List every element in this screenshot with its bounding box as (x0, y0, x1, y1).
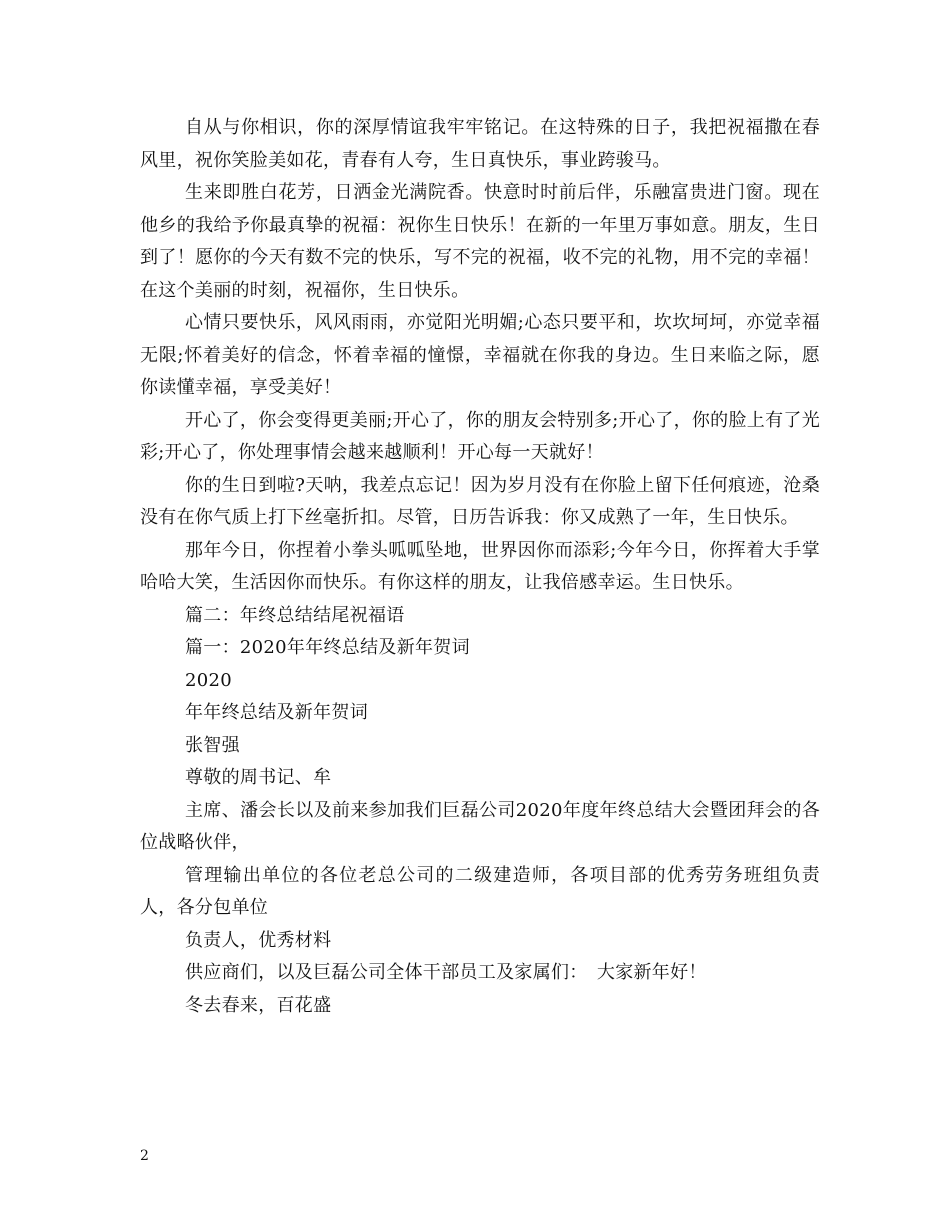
year-line: 2020 (185, 669, 233, 691)
closing-line: 冬去春来，百花盛 (185, 994, 332, 1016)
title-line: 年年终总结及新年贺词 (185, 702, 368, 723)
sub-heading: 篇一：2020年年终总结及新年贺词 (185, 637, 470, 658)
paragraph-1: 自从与你相识，你的深厚情谊我牢牢铭记。在这特殊的日子，我把祝福撒在春风里，祝你笑脸美如花，青春有人夸，生日真快乐，事业跨骏马。 (140, 117, 820, 171)
paragraph-2: 生来即胜白花芳，日洒金光满院香。快意时时前后伴，乐融富贵进门窗。现在他乡的我给予你最真挚的祝福：祝你生日快乐！在新的一年里万事如意。朋友，生日到了！愿你的今天有数不完的快乐，写不完的祝福，收不完的礼物，用不完的幸福！在这个美丽的时刻，祝福你，生日快乐。 (140, 182, 820, 301)
salutation-line-2: 主席、潘会长以及前来参加我们巨磊公司2020年度年终总结大会暨团拜会的各位战略伙伴， (140, 799, 820, 853)
salutation-line-4: 负责人，优秀材料 (185, 929, 332, 951)
author-name: 张智强 (185, 734, 240, 756)
page-number: 2 (140, 1148, 149, 1164)
paragraph-6: 那年今日，你捏着小拳头呱呱坠地，世界因你而添彩;今年今日，你挥着大手掌哈哈大笑，生活因你而快乐。有你这样的朋友，让我倍感幸运。生日快乐。 (140, 539, 820, 593)
paragraph-4: 开心了，你会变得更美丽;开心了，你的朋友会特别多;开心了，你的脸上有了光彩;开心了，你处理事情会越来越顺利！开心每一天就好！ (140, 409, 820, 463)
document-body (140, 112, 820, 1022)
paragraph-5: 你的生日到啦?天呐，我差点忘记！因为岁月没有在你脸上留下任何痕迹，沧桑没有在你气质上打下丝毫折扣。尽管，日历告诉我：你又成熟了一年，生日快乐。 (140, 474, 820, 528)
salutation-line-1: 尊敬的周书记、牟 (185, 767, 332, 788)
salutation-line-5: 供应商们，以及巨磊公司全体干部员工及家属们： 大家新年好！ (185, 962, 707, 983)
paragraph-3: 心情只要快乐，风风雨雨，亦觉阳光明媚;心态只要平和，坎坎坷坷，亦觉幸福无限;怀着美好的信念，怀着幸福的憧憬，幸福就在你我的身边。生日来临之际，愿你读懂幸福，享受美好！ (140, 312, 820, 398)
salutation-line-3: 管理输出单位的各位老总公司的二级建造师，各项目部的优秀劳务班组负责人，各分包单位 (140, 864, 820, 918)
section-heading: 篇二：年终总结结尾祝福语 (185, 604, 405, 626)
